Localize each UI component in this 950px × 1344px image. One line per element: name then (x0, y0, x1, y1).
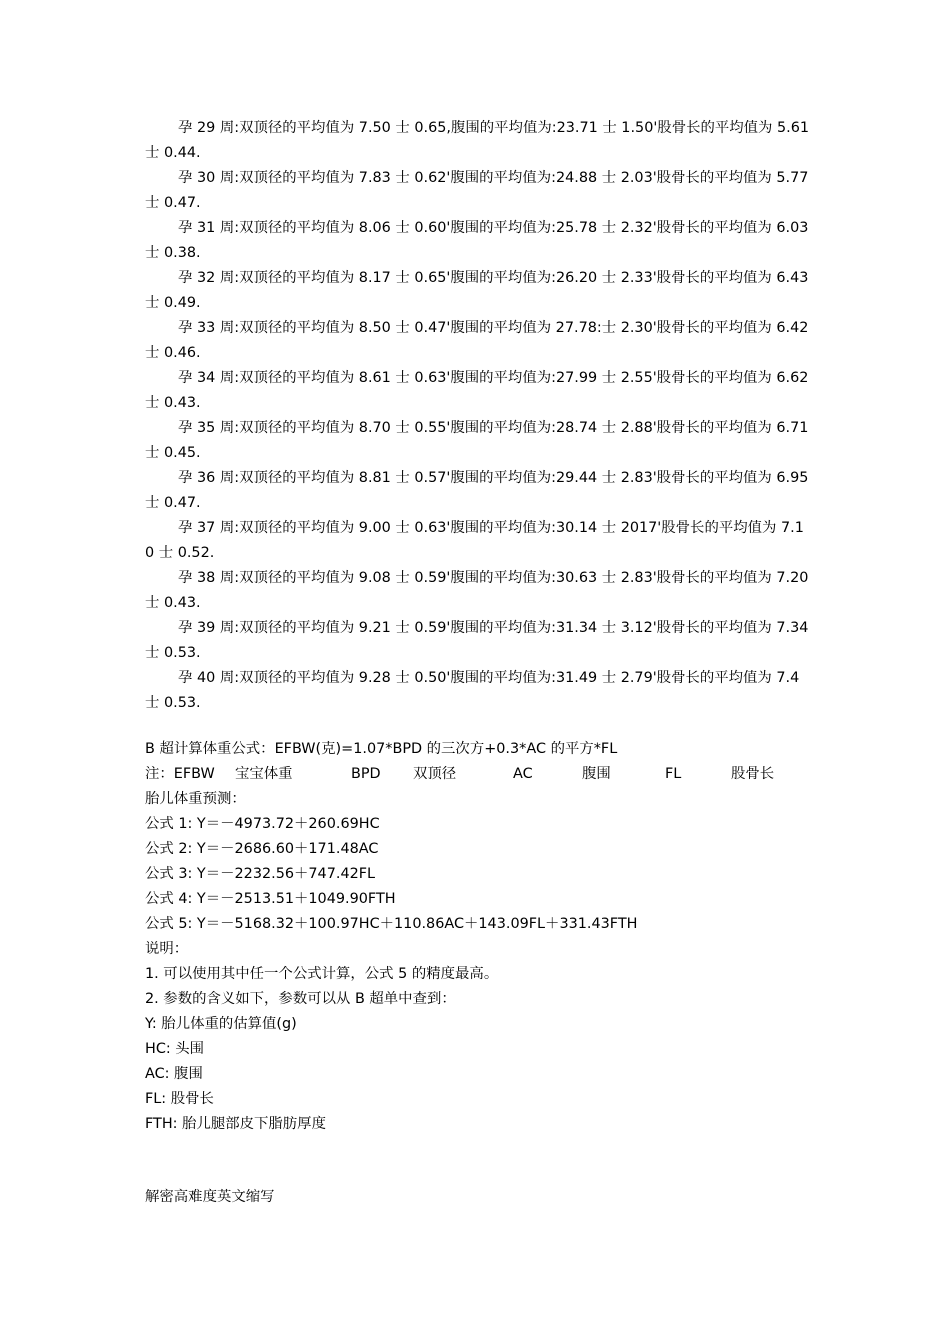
param-hc: HC: 头围 (145, 1041, 205, 1057)
prediction-title: 胎儿体重预测： (145, 791, 246, 807)
note-prefix: 注：EFBW (145, 766, 215, 782)
param-fth: FTH: 胎儿腿部皮下脂肪厚度 (145, 1116, 326, 1132)
week-29-paragraph: 孕 29 周:双顶径的平均值为 7.50 士 0.65,腹围的平均值为:23.71 士 1.50'股骨长的平均值为 5.61 士 0.44. (145, 120, 810, 161)
week-39-paragraph: 孕 39 周:双顶径的平均值为 9.21 士 0.59'腹围的平均值为:31.34 士 3.12'股骨长的平均值为 7.34 士 0.53. (145, 620, 809, 661)
formula-4: 公式 4: Y＝－2513.51＋1049.90FTH (145, 891, 396, 907)
week-35-paragraph: 孕 35 周:双顶径的平均值为 8.70 士 0.55'腹围的平均值为:28.74 士 2.88'股骨长的平均值为 6.71 士 0.45. (145, 420, 809, 461)
footer-heading: 解密高难度英文缩写 (145, 1189, 275, 1205)
note-fl-desc: 股骨长 (731, 766, 775, 782)
formula-title: B 超计算体重公式：EFBW(克)=1.07*BPD 的三次方+0.3*AC 的平方*FL (145, 741, 618, 757)
week-measurements (145, 116, 810, 716)
note-fl: FL (665, 766, 682, 782)
week-31-paragraph: 孕 31 周:双顶径的平均值为 8.06 士 0.60'腹围的平均值为:25.78 士 2.32'股骨长的平均值为 6.03 士 0.38. (145, 220, 809, 261)
note-bpd-desc: 双顶径 (413, 766, 457, 782)
param-y: Y: 胎儿体重的估算值(g) (145, 1016, 297, 1032)
param-fl: FL: 股骨长 (145, 1091, 214, 1107)
week-38-paragraph: 孕 38 周:双顶径的平均值为 9.08 士 0.59'腹围的平均值为:30.63 士 2.83'股骨长的平均值为 7.20 士 0.43. (145, 570, 809, 611)
abbreviation-note (145, 762, 825, 787)
week-37-paragraph: 孕 37 周:双顶径的平均值为 9.00 士 0.63'腹围的平均值为:30.14 士 2017'股骨长的平均值为 7.10 士 0.52. (145, 520, 804, 561)
weight-formula-section (145, 737, 825, 1137)
week-32-paragraph: 孕 32 周:双顶径的平均值为 8.17 士 0.65'腹围的平均值为:26.20 士 2.33'股骨长的平均值为 6.43 士 0.49. (145, 270, 809, 311)
week-40-paragraph: 孕 40 周:双顶径的平均值为 9.28 士 0.50'腹围的平均值为:31.49 士 2.79'股骨长的平均值为 7.4 士 0.53. (145, 670, 800, 711)
note-ac: AC (513, 766, 533, 782)
explanation-title: 说明： (145, 941, 189, 957)
note-bpd: BPD (351, 766, 381, 782)
explanation-1: 1. 可以使用其中任一个公式计算，公式 5 的精度最高。 (145, 966, 499, 982)
formula-5: 公式 5: Y＝－5168.32＋100.97HC＋110.86AC＋143.09FL＋331.43FTH (145, 916, 638, 932)
param-ac: AC: 腹围 (145, 1066, 203, 1082)
week-36-paragraph: 孕 36 周:双顶径的平均值为 8.81 士 0.57'腹围的平均值为:29.44 士 2.83'股骨长的平均值为 6.95 士 0.47. (145, 470, 809, 511)
week-30-paragraph: 孕 30 周:双顶径的平均值为 7.83 士 0.62'腹围的平均值为:24.88 士 2.03'股骨长的平均值为 5.77 士 0.47. (145, 170, 809, 211)
week-34-paragraph: 孕 34 周:双顶径的平均值为 8.61 士 0.63'腹围的平均值为:27.99 士 2.55'股骨长的平均值为 6.62 士 0.43. (145, 370, 809, 411)
note-efbw-desc: 宝宝体重 (235, 766, 293, 782)
explanation-2: 2. 参数的含义如下，参数可以从 B 超单中查到： (145, 991, 456, 1007)
formula-2: 公式 2: Y＝－2686.60＋171.48AC (145, 841, 379, 857)
formula-1: 公式 1: Y＝－4973.72＋260.69HC (145, 816, 380, 832)
formula-3: 公式 3: Y＝－2232.56＋747.42FL (145, 866, 376, 882)
week-33-paragraph: 孕 33 周:双顶径的平均值为 8.50 士 0.47'腹围的平均值为 27.78:士 2.30'股骨长的平均值为 6.42 士 0.46. (145, 320, 809, 361)
footer-section (145, 1185, 825, 1210)
note-ac-desc: 腹围 (582, 766, 611, 782)
